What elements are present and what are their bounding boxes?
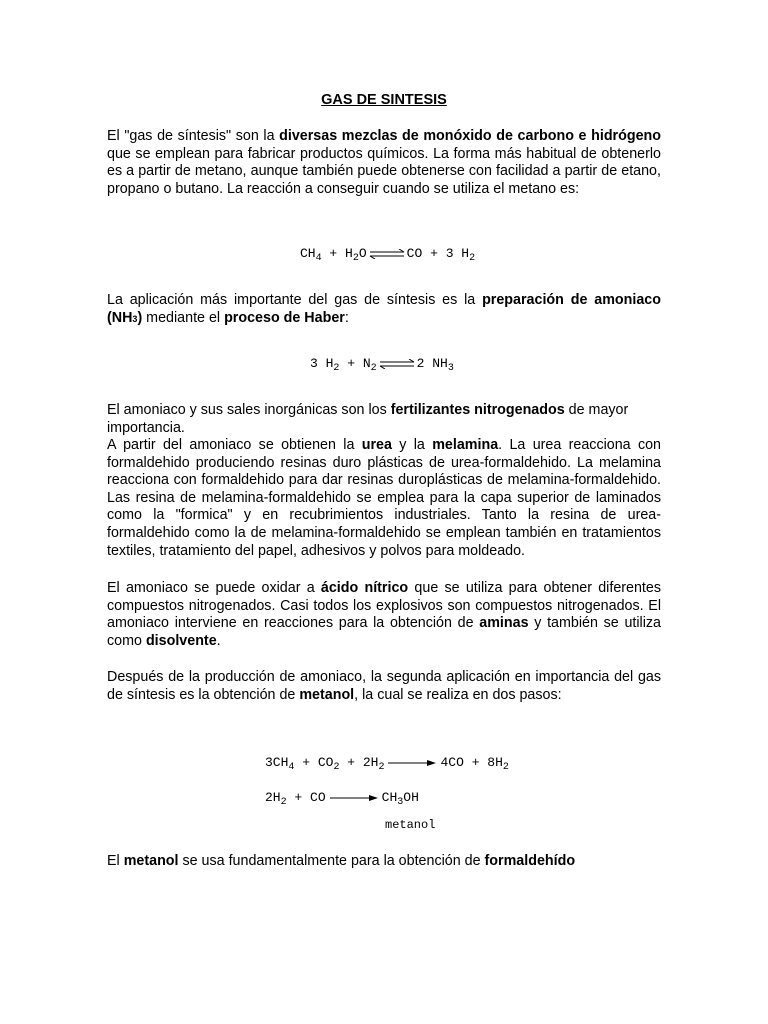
text-run: El (107, 853, 124, 869)
paragraph-methanol (107, 669, 661, 704)
text-run: que se utiliza para obtener diferentes compuestos nitrogenados. Casi todos los explosivos son compuestos nitrogenados. El amoniaco interviene en reacciones para la obtención de (107, 580, 662, 632)
bold-text: formaldehído (484, 853, 576, 869)
bold-text: melamina (432, 437, 499, 453)
bold-text: preparación de amoniaco (NH3) (107, 292, 661, 326)
equation-haber: 3 $H_2 + N_2$ 2 $NH_3$ (310, 356, 454, 374)
bold-text: aminas (479, 615, 529, 632)
text-run: . La urea reacciona con formaldehido produciendo resinas duro plásticas de urea-formaldehido. La melamina reacciona con formaldehido para dar resinas duroplásticas de melamina-formaldehido. Las resina de melamina-formaldehido se emplea para la capa superior de laminados como la "formica" y en recubrimientos industriales. Tanto la resina de urea-formaldehido como la de melamina-formaldehido se emplean también en tratamientos textiles, tratamiento del papel, adhesivos y polvos para moldeado. (107, 437, 661, 559)
reaction-arrow-icon (387, 758, 437, 768)
bold-text: metanol (123, 853, 179, 869)
equation-methane-reforming: $CH_4 + H_2O$ CO + 3 $H_2$ (300, 246, 476, 264)
methanol-label: metanol (385, 818, 436, 832)
bold-text: ácido nítrico (320, 580, 409, 596)
bold-text: proceso de Haber (224, 309, 345, 326)
bold-text: metanol (299, 686, 355, 703)
text-run: , la cual se realiza en dos pasos: (354, 686, 562, 703)
paragraph-ammonia: La aplicación más importante del gas de síntesis es la preparación de amoniaco (NH3) mediante el proceso de Haber: (107, 292, 661, 326)
page-title: GAS DE SINTESIS (321, 92, 447, 108)
equilibrium-arrow-icon (369, 249, 405, 259)
paragraph-nitric-acid: El amoniaco se puede oxidar a ácido nítrico que se utiliza para obtener diferentes compuestos nitrogenados. Casi todos los explosivos son compuestos nitrogenados. El amoniaco interviene en reacciones para la obtención de aminas y también se utiliza como disolvente. (107, 580, 662, 649)
bold-text: disolvente (145, 632, 217, 649)
text-run: El amoniaco y sus sales inorgánicas son los (107, 402, 391, 418)
bold-text: fertilizantes nitrogenados (390, 402, 565, 418)
paragraph-fertilizers (107, 402, 661, 437)
text-run: El "gas de síntesis" son la (107, 128, 280, 144)
text-run: que se emplean para fabricar productos químicos. La forma más habitual de obtenerlo es a partir de metano, aunque también puede obtenerse con facilidad a partir de etano, propano o butano. La reacción a conseguir cuando se utiliza el metano es: (107, 145, 661, 197)
text-run: La aplicación más importante del gas de síntesis es la (107, 292, 483, 308)
text-run: El amoniaco se puede oxidar a (107, 580, 321, 596)
text-run: de mayor importancia. (107, 402, 629, 436)
text-run: A partir del amoniaco se obtienen la (107, 437, 362, 453)
paragraph-urea-melamine: A partir del amoniaco se obtienen la urea y la melamina. La urea reacciona con formaldehido produciendo resinas duro plásticas de urea-formaldehido. La melamina reacciona con formaldehido para dar resinas duroplásticas de melamina-formaldehido. Las resina de melamina-formaldehido se emplea para la capa superior de laminados como la "formica" y en recubrimientos industriales. Tanto la resina de urea-formaldehido como la de melamina-formaldehido se emplean también en tratamientos textiles, tratamiento del papel, adhesivos y polvos para moldeado. (107, 437, 661, 559)
paragraph-formaldehyde (107, 853, 661, 871)
reaction-arrow-icon (329, 793, 379, 803)
equation-methanol-step1: $3CH_4 + CO_2 + 2H_2$ $4CO + 8H_2$ (265, 755, 509, 773)
bold-text: urea (361, 437, 392, 453)
equation-methanol-step2: $2H_2$ + CO $CH_3OH$ (265, 790, 419, 808)
text-run: Después de la producción de amoniaco, la segunda aplicación en importancia del gas de síntesis es la obtención de (107, 669, 661, 703)
equilibrium-arrow-icon (379, 359, 415, 369)
bold-text: diversas mezclas de monóxido de carbono e hidrógeno (279, 128, 661, 144)
text-run: mediante el (142, 309, 225, 326)
text-run: se usa fundamentalmente para la obtención de (178, 853, 485, 869)
paragraph-intro (107, 128, 661, 198)
